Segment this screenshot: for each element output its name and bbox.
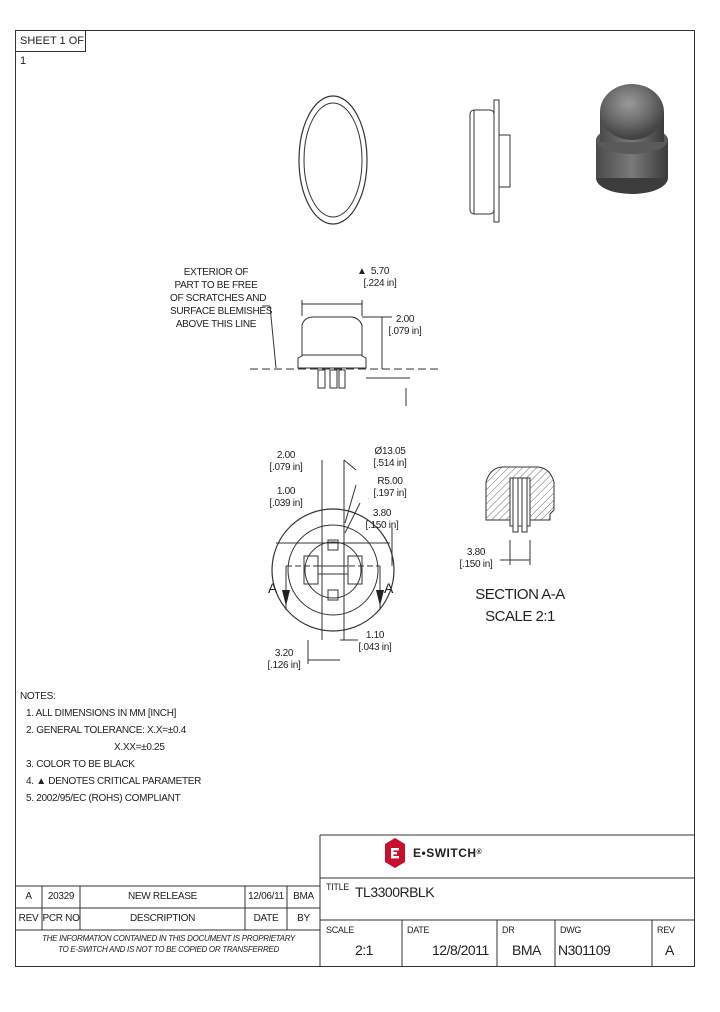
proprietary-line: THE INFORMATION CONTAINED IN THIS DOCUMENT IS PROPRIETARY [42, 934, 295, 943]
surface-note-line: ABOVE THIS LINE [175, 319, 257, 330]
dim-width [360, 266, 400, 290]
dim-value: 3.80 [466, 547, 486, 558]
dr-value: BMA [512, 942, 541, 958]
dim-value: 1.10 [365, 630, 385, 641]
desc-cell: NEW RELEASE [128, 891, 197, 902]
notes-heading: NOTES: [20, 691, 56, 702]
section-dim [456, 547, 496, 571]
dim-value: 2.00 [276, 450, 296, 461]
dim-g [264, 648, 304, 672]
note-item: X.XX=±0.25 [114, 742, 165, 753]
critical-triangle-icon: ▲ [357, 266, 367, 277]
section-mark-left: A [268, 580, 278, 596]
pcr-cell: 20329 [47, 891, 75, 902]
dim-value-inch: [.197 in] [373, 488, 407, 499]
dim-value: 2.00 [395, 314, 415, 325]
section-title: SECTION A-A [475, 586, 565, 603]
by-cell: BMA [293, 891, 314, 902]
note-item: 3. COLOR TO BE BLACK [26, 759, 135, 770]
rev-header: REV [18, 913, 39, 924]
dim-value-inch: [.039 in] [269, 498, 303, 509]
brand-logo-mark [385, 838, 405, 868]
dim-height [385, 314, 425, 338]
dim-d [370, 476, 410, 500]
note-item: 1. ALL DIMENSIONS IN MM [INCH] [26, 708, 177, 719]
rev-label: REV [657, 925, 675, 935]
desc-header: DESCRIPTION [129, 913, 196, 924]
brand-text: E•SWITCH [413, 846, 477, 860]
dim-a [266, 450, 306, 474]
date-label: DATE [407, 925, 430, 935]
surface-note-line: PART TO BE FREE [174, 280, 258, 291]
dim-value: 3.20 [274, 648, 294, 659]
rev-value: A [665, 942, 674, 958]
dim-value: R5.00 [377, 476, 403, 487]
surface-note-line: SURFACE BLEMISHES [170, 306, 273, 317]
section-label [470, 584, 570, 628]
dim-value-inch: [.224 in] [363, 278, 397, 289]
dim-value-inch: [.043 in] [358, 642, 392, 653]
pcr-header: PCR NO [42, 913, 80, 924]
title-label: TITLE [326, 882, 350, 892]
note-item: 4. ▲ DENOTES CRITICAL PARAMETER [26, 776, 202, 787]
dim-b [266, 486, 306, 510]
date-value: 12/8/2011 [432, 942, 489, 958]
sheet-label: SHEET 1 OF 1 [15, 30, 86, 52]
dim-value-inch: [.514 in] [373, 458, 407, 469]
date-cell: 12/06/11 [248, 891, 284, 902]
section-scale: SCALE 2:1 [485, 608, 555, 625]
scale-label: SCALE [326, 925, 355, 935]
note-item: 2. GENERAL TOLERANCE: X.X=±0.4 [26, 725, 186, 736]
proprietary-line: TO E-SWITCH AND IS NOT TO BE COPIED OR TRANSFERRED [58, 945, 279, 954]
date-header: DATE [253, 913, 279, 924]
dim-value-inch: [.150 in] [459, 559, 493, 570]
dim-value-inch: [.150 in] [365, 520, 399, 531]
side-profile-view [470, 100, 510, 222]
section-arrow-left [282, 590, 290, 606]
dim-c [370, 446, 410, 470]
dim-value: 3.80 [372, 508, 392, 519]
dim-value: 1.00 [276, 486, 296, 497]
note-item: 5. 2002/95/EC (ROHS) COMPLIANT [26, 793, 181, 804]
dim-value-inch: [.126 in] [267, 660, 301, 671]
dim-value-inch: [.079 in] [269, 462, 303, 473]
surface-note-line: EXTERIOR OF [183, 267, 249, 278]
rev-cell: A [25, 891, 32, 902]
dim-e [362, 508, 402, 532]
section-mark-right: A [384, 580, 394, 596]
dwg-value: N301109 [558, 942, 611, 958]
scale-value: 2:1 [355, 942, 373, 958]
brand-mark: ® [476, 849, 483, 856]
dim-f [355, 630, 395, 654]
dr-label: DR [502, 925, 515, 935]
dim-value: 5.70 [370, 266, 390, 277]
dwg-label: DWG [560, 925, 582, 935]
by-header: BY [297, 913, 310, 924]
section-arrow-right [376, 590, 384, 606]
notes [20, 688, 201, 807]
surface-note-line: OF SCRATCHES AND [170, 293, 267, 304]
dim-value-inch: [.079 in] [388, 326, 422, 337]
brand-name [413, 847, 482, 859]
part-title: TL3300RBLK [355, 884, 435, 900]
section-a-a [486, 467, 554, 565]
dim-value: Ø13.05 [374, 446, 406, 457]
top-view [299, 96, 367, 224]
surface-note [170, 266, 273, 331]
proprietary-notice [17, 933, 320, 955]
cap-3d-render [596, 84, 668, 194]
